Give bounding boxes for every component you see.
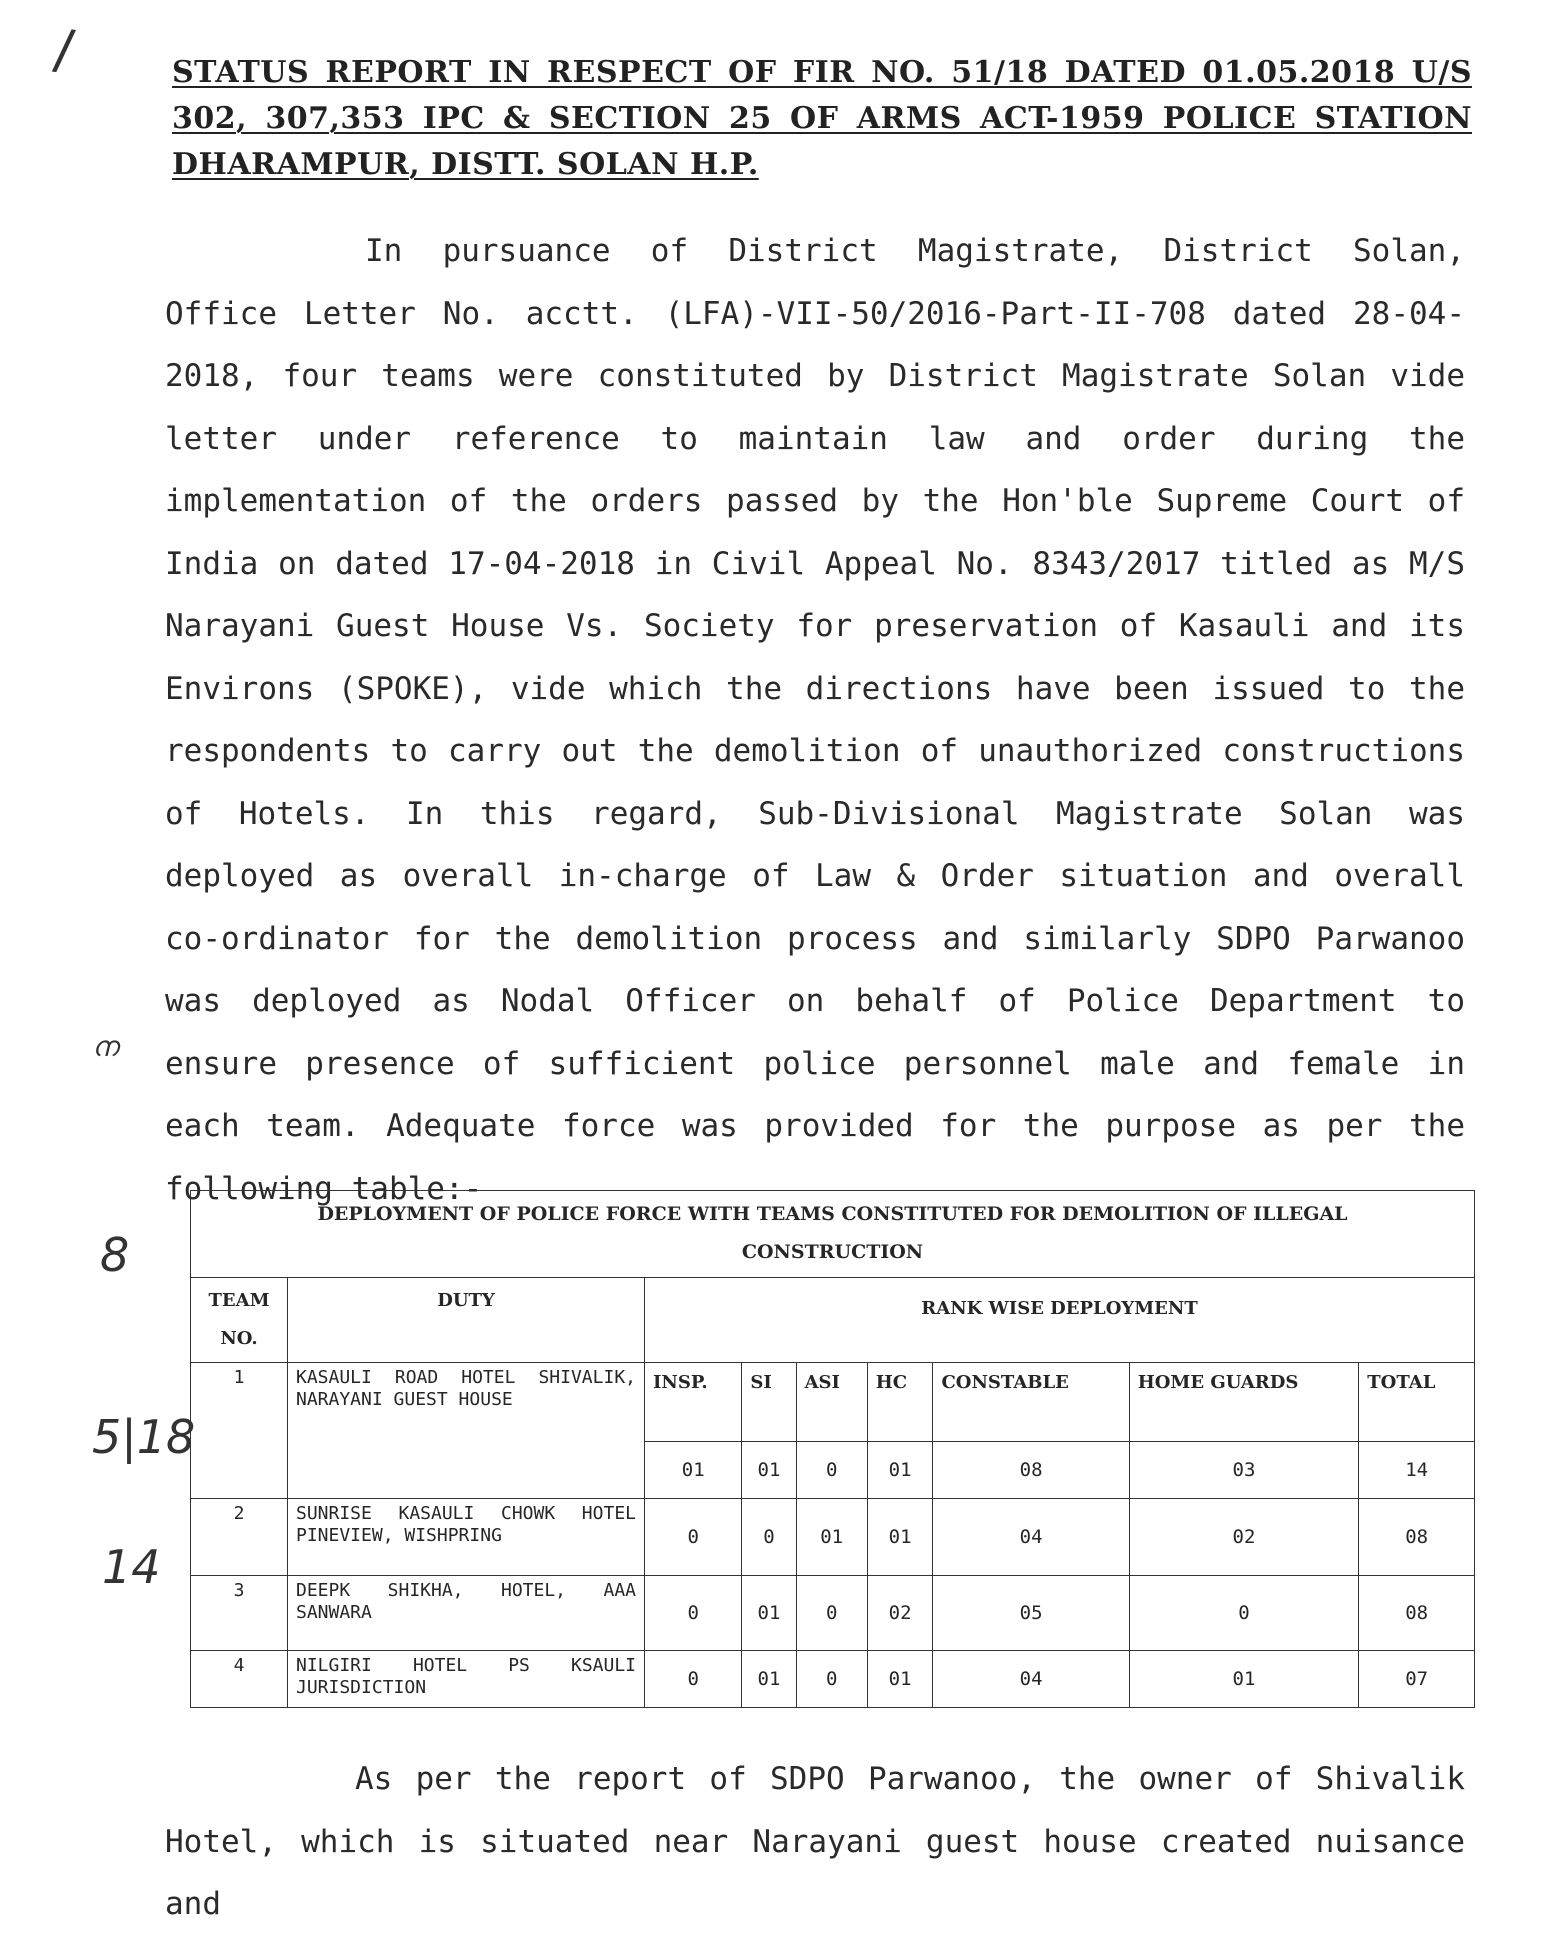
count-cell: 01 [867, 1651, 933, 1708]
handwritten-margin-note: 14 [102, 1540, 161, 1594]
paragraph-intro: In pursuance of District Magistrate, District Solan, Office Letter No. acctt. (LFA)-VII-50/2016-Part-II-708 dated 28-04-2018, four teams were constituted by District Magistrate Solan vide letter under reference to maintain law and order during the implementation of the orders passed by the Hon'ble Supreme Court of India on dated 17-04-2018 in Civil Appeal No. 8343/2017 titled as M/S Narayani Guest House Vs. Society for preservation of Kasauli and its Environs (SPOKE), vide which the directions have been issued to the respondents to carry out the demolition of unauthorized constructions of Hotels. In this regard, Sub-Divisional Magistrate Solan was deployed as overall in-charge of Law & Order situation and overall co-ordinator for the demolition process and similarly SDPO Parwanoo was deployed as Nodal Officer on behalf of Police Department to ensure presence of sufficient police personnel male and female in each team. Adequate force was provided for the purpose as per the following table:- [165, 233, 1465, 1207]
count-cell: 01 [742, 1576, 796, 1651]
rank-header-si: SI [742, 1363, 796, 1442]
count-cell: 01 [796, 1499, 867, 1576]
count-cell: 02 [1129, 1499, 1359, 1576]
duty-cell: NILGIRI HOTEL PS KSAULI JURISDICTION [288, 1651, 645, 1708]
count-cell: 01 [742, 1442, 796, 1499]
table-row [191, 1576, 1475, 1651]
count-cell: 0 [1129, 1576, 1359, 1651]
handwritten-margin-note: ന [92, 1030, 118, 1063]
rank-header-insp: INSP. [645, 1363, 742, 1442]
count-cell: 0 [645, 1499, 742, 1576]
count-cell: 0 [796, 1576, 867, 1651]
rank-header-constable: CONSTABLE [933, 1363, 1129, 1442]
count-cell: 08 [933, 1442, 1129, 1499]
handwritten-margin-note: 5|18 [92, 1410, 196, 1464]
table-header-row [191, 1278, 1475, 1363]
header-rank-wise-deployment: RANK WISE DEPLOYMENT [645, 1278, 1475, 1363]
handwritten-margin-note: 8 [100, 1228, 130, 1282]
table-title-row [191, 1191, 1475, 1278]
count-cell: 02 [867, 1576, 933, 1651]
header-duty: DUTY [288, 1278, 645, 1363]
table-title: DEPLOYMENT OF POLICE FORCE WITH TEAMS CONSTITUTED FOR DEMOLITION OF ILLEGAL CONSTRUCTION [191, 1191, 1475, 1278]
count-cell: 01 [1129, 1651, 1359, 1708]
table-row [191, 1499, 1475, 1576]
team-number-cell: 4 [191, 1651, 288, 1708]
count-cell: 03 [1129, 1442, 1359, 1499]
rank-header-hc: HC [867, 1363, 933, 1442]
team-number-cell: 2 [191, 1499, 288, 1576]
count-cell: 01 [867, 1499, 933, 1576]
paragraph-sdpo-report: As per the report of SDPO Parwanoo, the owner of Shivalik Hotel, which is situated near Narayani guest house created nuisance and [165, 1761, 1465, 1922]
count-cell: 01 [867, 1442, 933, 1499]
total-cell: 07 [1359, 1651, 1475, 1708]
total-cell: 08 [1359, 1499, 1475, 1576]
count-cell: 0 [742, 1499, 796, 1576]
team-number-cell: 3 [191, 1576, 288, 1651]
total-cell: 14 [1359, 1442, 1475, 1499]
count-cell: 05 [933, 1576, 1129, 1651]
count-cell: 01 [645, 1442, 742, 1499]
duty-cell: DEEPK SHIKHA, HOTEL, AAA SANWARA [288, 1576, 645, 1651]
total-cell: 08 [1359, 1576, 1475, 1651]
count-cell: 01 [742, 1651, 796, 1708]
team-number-cell: 1 [191, 1363, 288, 1499]
count-cell: 0 [645, 1651, 742, 1708]
count-cell: 0 [645, 1576, 742, 1651]
header-team-no: TEAM NO. [191, 1278, 288, 1363]
report-heading: STATUS REPORT IN RESPECT OF FIR NO. 51/18 DATED 01.05.2018 U/S 302, 307,353 IPC & SECTION 25 OF ARMS ACT-1959 POLICE STATION DHARAMPUR, DISTT. SOLAN H.P. [172, 55, 1472, 182]
rank-header-home-guards: HOME GUARDS [1129, 1363, 1359, 1442]
table-row [191, 1651, 1475, 1708]
deployment-table [190, 1190, 1475, 1708]
rank-header-total: TOTAL [1359, 1363, 1475, 1442]
margin-tick-mark: / [50, 17, 78, 82]
count-cell: 04 [933, 1499, 1129, 1576]
count-cell: 0 [796, 1651, 867, 1708]
duty-cell: SUNRISE KASAULI CHOWK HOTEL PINEVIEW, WISHPRING [288, 1499, 645, 1576]
rank-subheader-row [191, 1363, 1475, 1442]
duty-cell: KASAULI ROAD HOTEL SHIVALIK, NARAYANI GUEST HOUSE [288, 1363, 645, 1499]
rank-header-asi: ASI [796, 1363, 867, 1442]
count-cell: 0 [796, 1442, 867, 1499]
count-cell: 04 [933, 1651, 1129, 1708]
